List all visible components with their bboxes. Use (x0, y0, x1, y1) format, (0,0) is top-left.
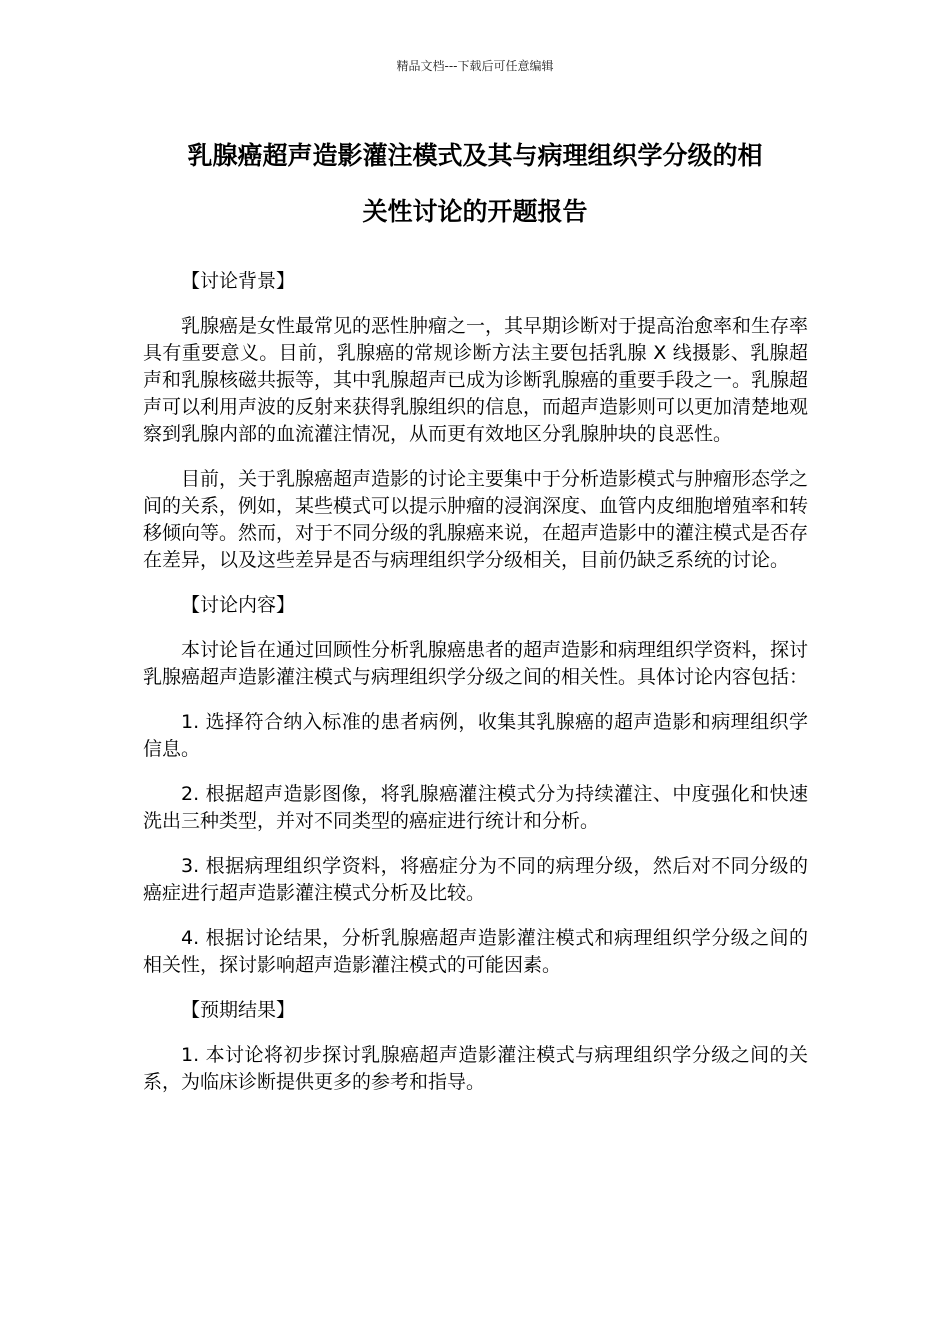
header-note: 精品文档---下载后可任意编辑 (396, 59, 554, 73)
section-heading-background: 【讨论背景】 (181, 270, 296, 292)
list-item: 1. 本讨论将初步探讨乳腺癌超声造影灌注模式与病理组织学分级之间的关系，为临床诊断提供更多的参考和指导。 (143, 1044, 808, 1093)
title-line-1: 乳腺癌超声造影灌注模式及其与病理组织学分级的相 (187, 141, 763, 170)
list-item: 3. 根据病理组织学资料，将癌症分为不同的病理分级，然后对不同分级的癌症进行超声造影灌注模式分析及比较。 (143, 855, 808, 904)
section-heading-expected: 【预期结果】 (181, 999, 296, 1021)
paragraph-content-intro: 本讨论旨在通过回顾性分析乳腺癌患者的超声造影和病理组织学资料，探讨乳腺癌超声造影灌注模式与病理组织学分级之间的相关性。具体讨论内容包括： (143, 639, 809, 688)
paragraph-background-2: 目前，关于乳腺癌超声造影的讨论主要集中于分析造影模式与肿瘤形态学之间的关系，例如，某些模式可以提示肿瘤的浸润深度、血管内皮细胞增殖率和转移倾向等。然而，对于不同分级的乳腺癌来说，在超声造影中的灌注模式是否存在差异，以及这些差异是否与病理组织学分级相关，目前仍缺乏系统的讨论。 (143, 468, 809, 571)
list-item: 2. 根据超声造影图像，将乳腺癌灌注模式分为持续灌注、中度强化和快速洗出三种类型，并对不同类型的癌症进行统计和分析。 (143, 783, 808, 832)
paragraph-background-1: 乳腺癌是女性最常见的恶性肿瘤之一，其早期诊断对于提高治愈率和生存率具有重要意义。目前，乳腺癌的常规诊断方法主要包括乳腺 X 线摄影、乳腺超声和乳腺核磁共振等，其中乳腺超声已成为诊断乳腺癌的重要手段之一。乳腺超声可以利用声波的反射来获得乳腺组织的信息，而超声造影则可以更加清楚地观察到乳腺内部的血流灌注情况，从而更有效地区分乳腺肿块的良恶性。 (143, 315, 809, 445)
document-body (143, 268, 808, 1096)
section-heading-content: 【讨论内容】 (181, 594, 296, 616)
list-item: 1. 选择符合纳入标准的患者病例，收集其乳腺癌的超声造影和病理组织学信息。 (143, 711, 808, 760)
list-item: 4. 根据讨论结果，分析乳腺癌超声造影灌注模式和病理组织学分级之间的相关性，探讨影响超声造影灌注模式的可能因素。 (143, 927, 808, 976)
title-line-2: 关性讨论的开题报告 (362, 197, 588, 226)
document-title (142, 128, 808, 240)
